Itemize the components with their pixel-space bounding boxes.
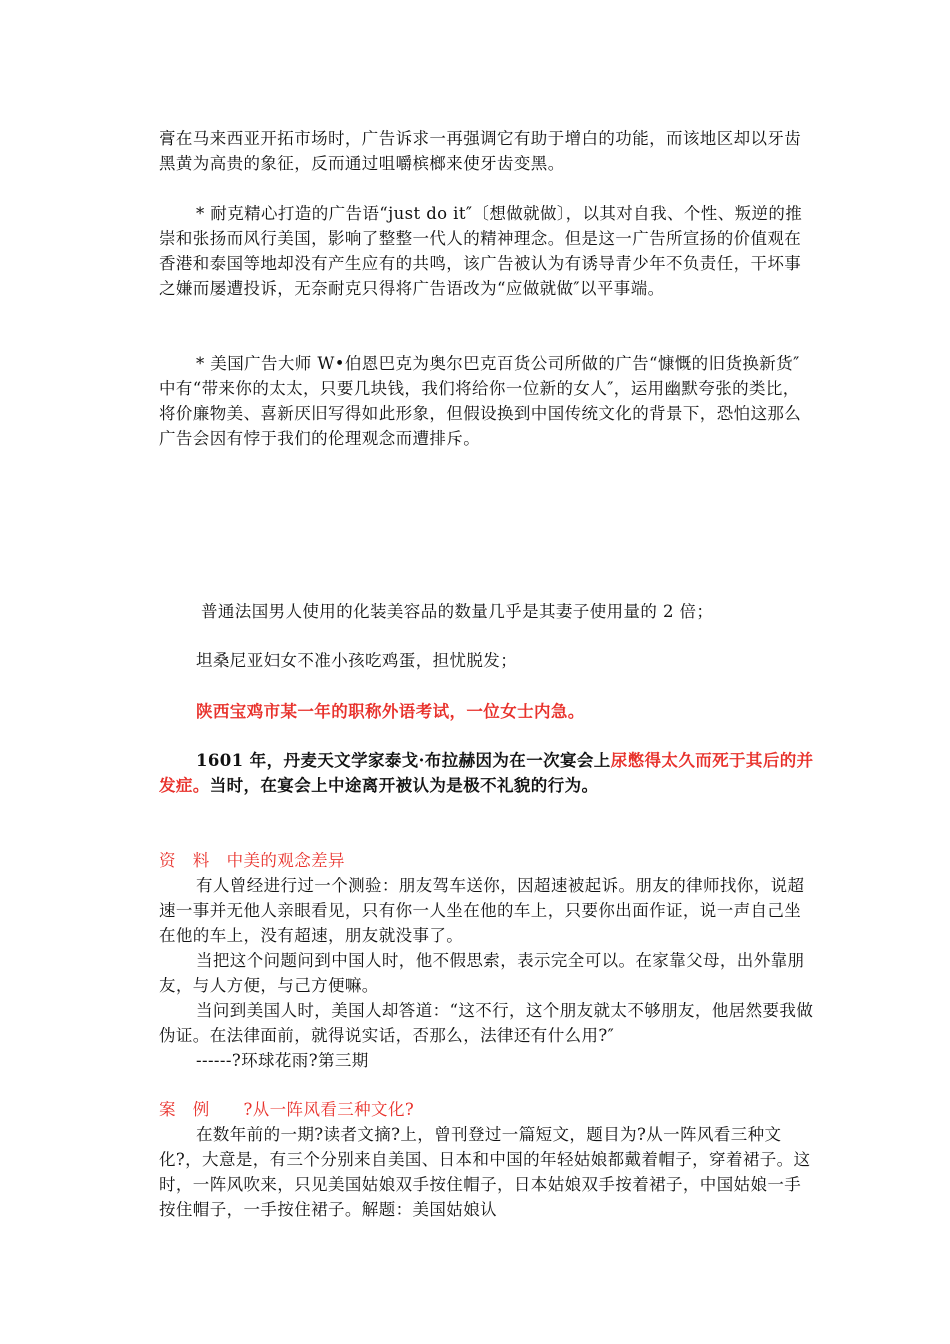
- fact-brahe-part2: 当时，在宴会上中途离开被认为是极不礼貌的行为。: [209, 776, 599, 795]
- fact-text: 普通法国男人使用的化装美容品的数量几乎是其妻子使用量的 2 倍；: [201, 602, 714, 621]
- paragraph-toothpaste: [159, 126, 814, 176]
- section-title: 资 料 中美的观念差异: [159, 851, 345, 870]
- paragraph-text: 膏在马来西亚开拓市场时，广告诉求一再强调它有助于增白的功能，而该地区却以牙齿黑黄为高贵的象征，反而通过咀嚼槟榔来使牙齿变黑。: [159, 129, 802, 173]
- paragraph-text: 当把这个问题问到中国人时，他不假思索，表示完全可以。在家靠父母，出外靠朋友，与人方便，与己方便嘛。: [159, 951, 805, 995]
- paragraph-text: * 美国广告大师 W•伯恩巴克为奥尔巴克百货公司所做的广告“慷慨的旧货换新货″中有“带来你的太太，只要几块钱，我们将给你一位新的女人″，运用幽默夸张的类比，将价廉物美、喜新厌旧写得如此形象，但假设换到中国传统文化的背景下，恐怕这那么广告会因有悖于我们的伦理观念而遭排斥。: [159, 354, 802, 448]
- fact-text: 坦桑尼亚妇女不准小孩吃鸡蛋，担忧脱发；: [196, 651, 518, 670]
- paragraph-text: 在数年前的一期?读者文摘?上，曾刊登过一篇短文，题目为?从一阵风看三种文化?，大意是，有三个分别来自美国、日本和中国的年轻姑娘都戴着帽子，穿着裙子。这时，一阵风吹来，只见美国姑娘双手按住帽子，日本姑娘双手按着裙子，中国姑娘一手按住帽子，一手按住裙子。解题：美国姑娘认: [159, 1125, 811, 1219]
- reference-section: [159, 848, 814, 1073]
- case-section: [159, 1097, 814, 1222]
- paragraph-text: 当问到美国人时，美国人却答道：“这不行，这个朋友就太不够朋友，他居然要我做伪证。在法律面前，就得说实话，否那么，法律还有什么用?″: [159, 1001, 814, 1045]
- fact-france: [201, 599, 814, 624]
- fact-brahe: [159, 748, 814, 798]
- source-citation: ------?环球花雨?第三期: [196, 1051, 369, 1070]
- paragraph-text: 有人曾经进行过一个测验：朋友驾车送你，因超速被起诉。朋友的律师找你，说超速一事并无他人亲眼看见，只有你一人坐在他的车上，只要你出面作证，说一声自己坐在他的车上，没有超速，朋友就没事了。: [159, 876, 805, 945]
- paragraph-nike: [159, 201, 814, 301]
- fact-baoji: [159, 699, 814, 724]
- fact-brahe-part1: 1601 年，丹麦天文学家泰戈·布拉赫因为在一次宴会上: [196, 751, 611, 770]
- section-title: 案 例 ?从一阵风看三种文化?: [159, 1100, 415, 1119]
- paragraph-bernbach: [159, 351, 814, 451]
- paragraph-text: * 耐克精心打造的广告语“just do it″〔想做就做〕，以其对自我、个性、叛逆的推崇和张扬而风行美国，影响了整整一代人的精神理念。但是这一广告所宣扬的价值观在香港和泰国等地却没有产生应有的共鸣，该广告被认为有诱导青少年不负责任，干坏事之嫌而屡遭投诉，无奈耐克只得将广告语改为“应做就做″以平事端。: [159, 204, 803, 298]
- fact-text: [159, 748, 814, 798]
- fact-brahe-highlight: 尿憋得太久而死于其后的并发症。: [159, 751, 814, 795]
- fact-text: 陕西宝鸡市某一年的职称外语考试，一位女士内急。: [196, 702, 585, 721]
- fact-tanzania: [159, 648, 814, 673]
